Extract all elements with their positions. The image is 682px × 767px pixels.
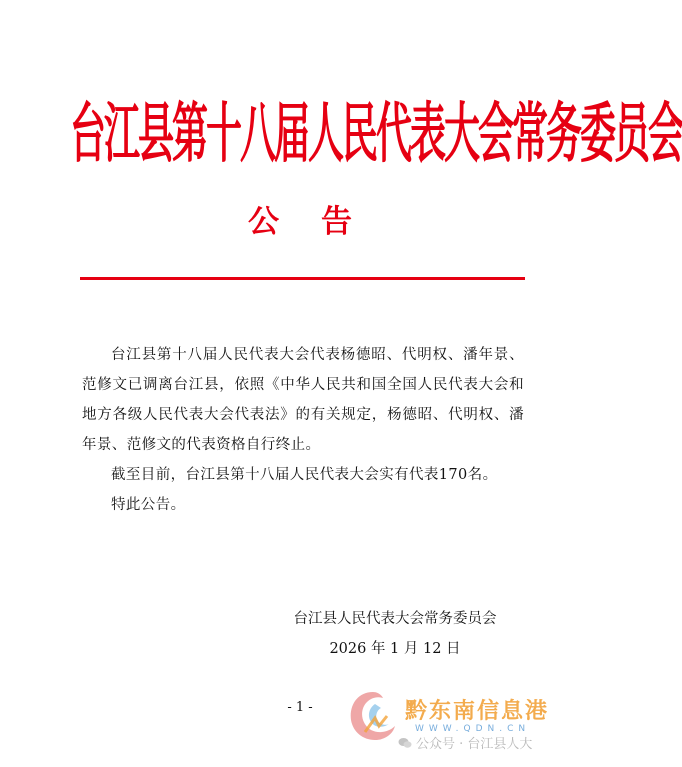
paragraph-count: 截至目前，台江县第十八届人民代表大会实有代表170名。	[111, 467, 498, 483]
signature-org: 台江县人民代表大会常务委员会	[293, 611, 497, 627]
signature-date: 2026 年 1 月 12 日	[329, 641, 461, 657]
wechat-account-label: 公众号 · 台江县人大	[416, 737, 533, 752]
watermark-title: 黔东南信息港	[405, 699, 550, 724]
wechat-attribution	[398, 733, 532, 752]
document-type-heading: 公告	[248, 204, 394, 240]
watermark-logo-icon	[345, 688, 401, 744]
paragraph-main: 台江县第十八届人民代表大会代表杨德昭、代明权、潘年景、范修文已调离台江县，依照《中华人民共和国全国人民代表大会和地方各级人民代表大会代表法》的有关规定，杨德昭、代明权、潘年景、范修文的代表资格自行终止。	[82, 347, 524, 453]
wechat-icon	[398, 737, 412, 749]
watermark-url: WWW.QDN.CN	[415, 724, 531, 734]
page-number: - 1 -	[287, 700, 313, 715]
announcement-body	[82, 340, 524, 520]
signature-block	[260, 604, 530, 664]
paragraph-closing: 特此公告。	[111, 497, 186, 513]
red-divider-rule	[80, 277, 525, 280]
masthead-title: 台江县第十八届人民代表大会常务委员会	[70, 96, 682, 172]
